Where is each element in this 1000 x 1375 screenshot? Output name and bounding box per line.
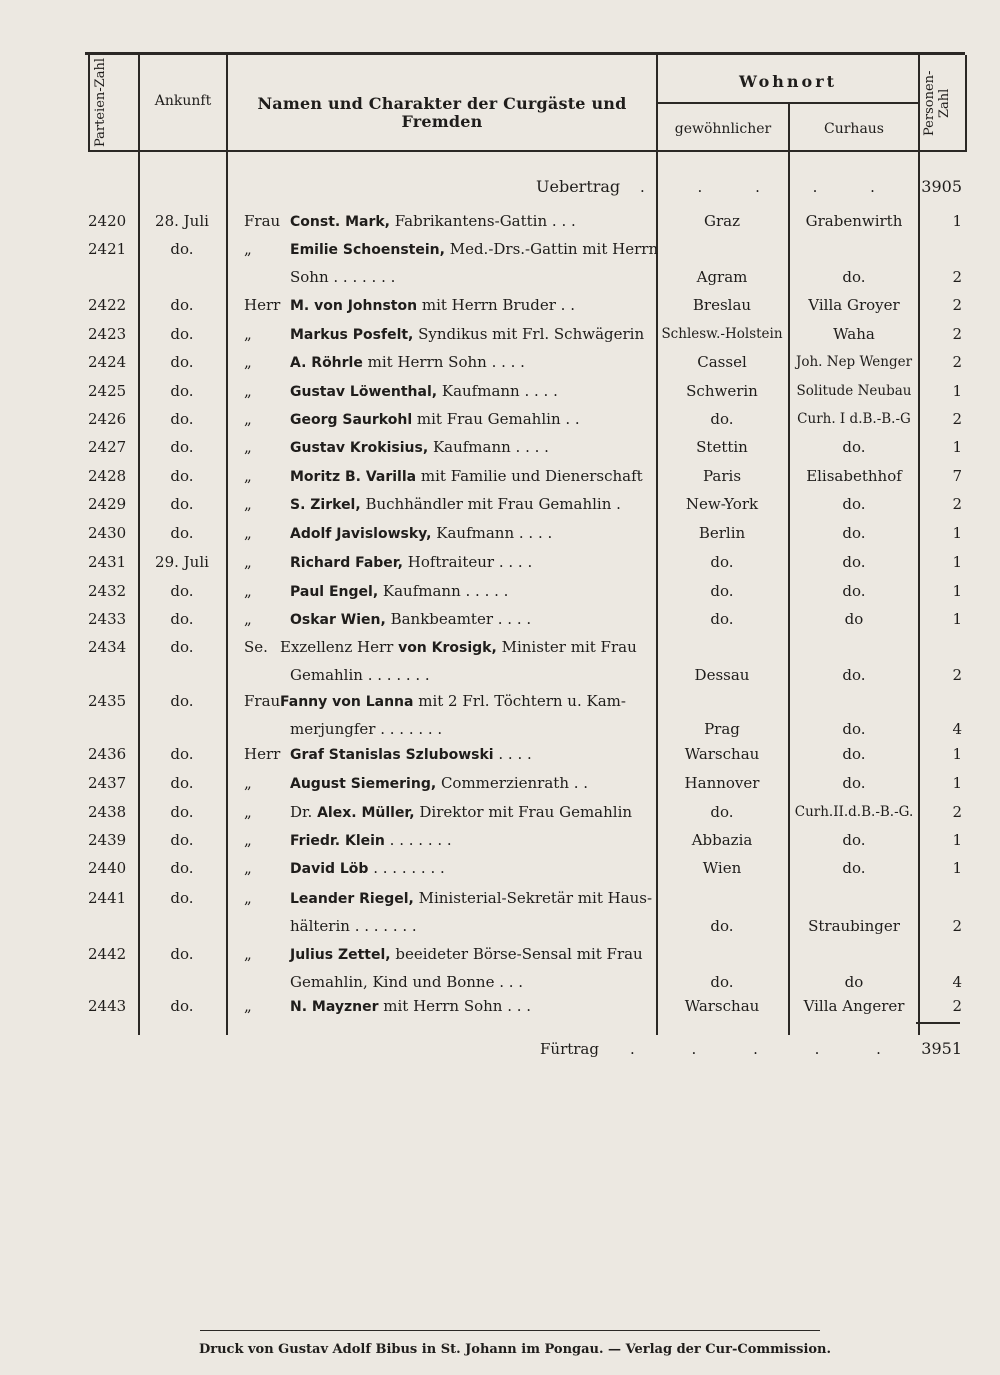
spa-house: Villa Groyer xyxy=(808,296,900,314)
guest-title: Frau xyxy=(244,212,281,230)
arrival-date: do. xyxy=(170,997,194,1015)
arrival-date: do. xyxy=(170,524,194,542)
entry-number: 2440 xyxy=(88,859,127,877)
guest-entry xyxy=(290,524,650,543)
person-count: 1 xyxy=(952,553,962,571)
spa-house: do. xyxy=(842,553,866,571)
spa-house: Villa Angerer xyxy=(803,997,905,1015)
header-namen: Namen und Charakter der Curgäste und Fremden xyxy=(257,94,627,131)
home-town: do. xyxy=(710,973,734,991)
spa-house: do xyxy=(844,973,864,991)
person-count: 1 xyxy=(952,382,962,400)
guest-name: Markus Posfelt, xyxy=(290,327,414,343)
spa-house: Grabenwirth xyxy=(805,212,903,230)
home-town: do. xyxy=(710,610,734,628)
home-town: Cassel xyxy=(697,353,747,371)
guest-name: Fanny von Lanna xyxy=(280,694,414,710)
arrival-date: do. xyxy=(170,467,194,485)
arrival-date: do. xyxy=(170,410,194,428)
left-border xyxy=(88,55,90,152)
arrival-date: do. xyxy=(170,638,194,656)
entry-number: 2434 xyxy=(88,638,127,656)
person-count: 1 xyxy=(952,859,962,877)
header-ankunft: Ankunft xyxy=(154,93,212,109)
arrival-date: do. xyxy=(170,692,194,710)
guest-name: Emilie Schoenstein, xyxy=(290,242,445,258)
table-row xyxy=(0,638,1000,684)
spa-house: Solitude Neubau xyxy=(796,383,912,399)
guest-title: „ xyxy=(244,889,252,907)
spa-house: do. xyxy=(842,666,866,684)
entry-number: 2428 xyxy=(88,467,127,485)
home-town: do. xyxy=(710,803,734,821)
guest-description: mit Familie und Dienerschaft xyxy=(416,467,643,485)
entry-number: 2442 xyxy=(88,945,127,963)
entry-number: 2443 xyxy=(88,997,127,1015)
spa-house: Waha xyxy=(833,325,875,343)
guest-title: „ xyxy=(244,610,252,628)
entry-number: 2437 xyxy=(88,774,127,792)
home-town: Breslau xyxy=(692,296,752,314)
person-count: 2 xyxy=(952,803,962,821)
table-row xyxy=(0,212,1000,242)
spa-house: Straubinger xyxy=(808,917,900,935)
guest-title: Frau xyxy=(244,692,281,710)
guest-description: Kaufmann . . . . xyxy=(431,524,553,542)
arrival-date: do. xyxy=(170,610,194,628)
guest-title: „ xyxy=(244,467,252,485)
guest-entry xyxy=(290,467,650,486)
carry-in-dots: . . . . . xyxy=(640,178,899,196)
guest-title: „ xyxy=(244,553,252,571)
entry-number: 2422 xyxy=(88,296,127,314)
guest-description: Syndikus mit Frl. Schwägerin xyxy=(413,325,645,343)
entry-number: 2430 xyxy=(88,524,127,542)
carry-out-dots: . . . . . xyxy=(630,1040,907,1058)
arrival-date: do. xyxy=(170,889,194,907)
guest-title: „ xyxy=(244,325,252,343)
guest-description: . . . . . . . xyxy=(384,831,452,849)
entry-number: 2425 xyxy=(88,382,127,400)
guest-entry xyxy=(290,382,650,401)
guest-name: Leander Riegel, xyxy=(290,891,414,907)
top-rule xyxy=(85,52,965,55)
carry-out-label: Fürtrag xyxy=(540,1040,599,1058)
table-row xyxy=(0,945,1000,991)
guest-entry xyxy=(290,831,650,850)
guest-title: „ xyxy=(244,945,252,963)
table-row xyxy=(0,610,1000,640)
table-row xyxy=(0,524,1000,554)
guest-description: Bankbeamter . . . . xyxy=(385,610,532,628)
guest-entry xyxy=(290,495,650,514)
spa-house: do. xyxy=(842,495,866,513)
spa-house: Elisabethhof xyxy=(806,467,902,485)
home-town: Dessau xyxy=(694,666,750,684)
entry-number: 2421 xyxy=(88,240,127,258)
guest-entry xyxy=(290,212,650,231)
arrival-date: do. xyxy=(170,774,194,792)
guest-name: David Löb xyxy=(290,861,369,877)
guest-title: „ xyxy=(244,859,252,877)
person-count: 4 xyxy=(952,973,962,991)
guest-description-continued: Sohn . . . . . . . xyxy=(290,268,396,286)
guest-description: Fabrikantens-Gattin . . . xyxy=(390,212,576,230)
person-count: 2 xyxy=(952,410,962,428)
guest-name: Richard Faber, xyxy=(290,555,403,571)
arrival-date: do. xyxy=(170,831,194,849)
person-count: 4 xyxy=(952,720,962,738)
spa-house: do. xyxy=(842,720,866,738)
guest-entry xyxy=(290,325,650,344)
table-row xyxy=(0,831,1000,861)
arrival-date: do. xyxy=(170,803,194,821)
guest-title: „ xyxy=(244,582,252,600)
table-row xyxy=(0,495,1000,525)
guest-description: mit Herrn Sohn . . . . xyxy=(362,353,525,371)
spa-house: do. xyxy=(842,582,866,600)
header-bottom-rule xyxy=(88,150,965,152)
guest-title: „ xyxy=(244,524,252,542)
spa-house: do. xyxy=(842,268,866,286)
person-count: 1 xyxy=(952,438,962,456)
guest-description: . . . . xyxy=(493,745,532,763)
arrival-date: do. xyxy=(170,859,194,877)
table-row xyxy=(0,467,1000,497)
entry-number: 2439 xyxy=(88,831,127,849)
home-town: Graz xyxy=(704,212,740,230)
arrival-date: do. xyxy=(170,438,194,456)
guest-name: Alex. Müller, xyxy=(317,805,415,821)
home-town: Prag xyxy=(704,720,740,738)
table-row xyxy=(0,774,1000,804)
entry-number: 2424 xyxy=(88,353,127,371)
entry-number: 2427 xyxy=(88,438,127,456)
guest-description: Kaufmann . . . . xyxy=(428,438,549,456)
home-town: do. xyxy=(710,553,734,571)
guest-entry xyxy=(280,638,640,657)
guest-name: Const. Mark, xyxy=(290,214,390,230)
arrival-date: do. xyxy=(170,945,194,963)
guest-title: „ xyxy=(244,353,252,371)
guest-description: mit 2 Frl. Töchtern u. Kam- xyxy=(413,692,626,710)
guest-description: Buchhändler mit Frau Gemahlin . xyxy=(360,495,621,513)
home-town: Abbazia xyxy=(691,831,753,849)
entry-number: 2433 xyxy=(88,610,127,628)
table-row xyxy=(0,410,1000,440)
table-row xyxy=(0,382,1000,412)
guest-description: Minister mit Frau xyxy=(496,638,637,656)
guest-title: „ xyxy=(244,831,252,849)
carry-in-row xyxy=(0,178,1000,208)
guest-entry xyxy=(290,803,650,822)
home-town: Stettin xyxy=(696,438,748,456)
guest-description: Kaufmann . . . . xyxy=(437,382,558,400)
right-border xyxy=(965,55,967,152)
entry-number: 2432 xyxy=(88,582,127,600)
arrival-date: do. xyxy=(170,353,194,371)
guest-description-continued: Gemahlin . . . . . . . xyxy=(290,666,430,684)
person-count: 2 xyxy=(952,666,962,684)
table-row xyxy=(0,240,1000,286)
guest-name: Moritz B. Varilla xyxy=(290,469,417,485)
person-count: 2 xyxy=(952,296,962,314)
guest-entry xyxy=(290,240,659,259)
person-count: 1 xyxy=(952,212,962,230)
guest-description-continued: merjungfer . . . . . . . xyxy=(290,720,443,738)
guest-entry xyxy=(290,745,650,764)
home-town: Agram xyxy=(696,268,748,286)
guest-entry xyxy=(290,296,650,315)
person-count: 1 xyxy=(952,524,962,542)
guest-entry xyxy=(290,582,650,601)
guest-entry xyxy=(290,438,650,457)
person-count: 2 xyxy=(952,325,962,343)
guest-entry xyxy=(290,945,650,964)
spa-house: do. xyxy=(842,774,866,792)
entry-number: 2431 xyxy=(88,553,127,571)
guest-name: N. Mayzner xyxy=(290,999,379,1015)
spa-house: do xyxy=(844,610,864,628)
guest-description-continued: Gemahlin, Kind und Bonne . . . xyxy=(290,973,524,991)
table-row xyxy=(0,582,1000,612)
guest-description: Hoftraiteur . . . . xyxy=(402,553,533,571)
table-row xyxy=(0,997,1000,1027)
table-row xyxy=(0,859,1000,889)
guest-name: S. Zirkel, xyxy=(290,497,361,513)
table-row xyxy=(0,745,1000,775)
home-town: New-York xyxy=(685,495,759,513)
table-row xyxy=(0,553,1000,583)
table-row xyxy=(0,889,1000,935)
guest-name: Oskar Wien, xyxy=(290,612,386,628)
home-town: Paris xyxy=(702,467,742,485)
arrival-date: do. xyxy=(170,745,194,763)
guest-title: „ xyxy=(244,495,252,513)
guest-description: Commerzienrath . . xyxy=(436,774,589,792)
footer-rule xyxy=(200,1330,820,1331)
guest-description: mit Herrn Bruder . . xyxy=(417,296,575,314)
spa-house: Joh. Nep Wenger xyxy=(795,354,913,370)
carry-in-label: Uebertrag xyxy=(536,177,621,196)
table-row xyxy=(0,692,1000,738)
guest-entry xyxy=(290,774,650,793)
entry-number: 2436 xyxy=(88,745,127,763)
entry-number: 2438 xyxy=(88,803,127,821)
guest-entry xyxy=(290,889,653,908)
header-gewoehnlicher: gewöhnlicher xyxy=(674,121,772,137)
home-town: Schlesw.-Holstein xyxy=(661,326,783,342)
spa-house: do. xyxy=(842,745,866,763)
person-count: 1 xyxy=(952,831,962,849)
arrival-date: do. xyxy=(170,495,194,513)
guest-name: von Krosigk, xyxy=(398,640,497,656)
guest-name: Paul Engel, xyxy=(290,584,379,600)
guest-description: Med.-Drs.-Gattin mit Herrn xyxy=(444,240,659,258)
table-row xyxy=(0,325,1000,355)
guest-name: Friedr. Klein xyxy=(290,833,385,849)
person-count: 1 xyxy=(952,774,962,792)
person-count: 2 xyxy=(952,353,962,371)
guest-name: M. von Johnston xyxy=(290,298,418,314)
home-town: do. xyxy=(710,917,734,935)
entry-number: 2441 xyxy=(88,889,127,907)
guest-title: „ xyxy=(244,997,252,1015)
home-town: Hannover xyxy=(684,774,760,792)
person-count: 2 xyxy=(952,997,962,1015)
home-town: Warschau xyxy=(684,745,760,763)
carry-out-value: 3951 xyxy=(921,1039,962,1058)
guest-name: A. Röhrle xyxy=(290,355,363,371)
home-town: Schwerin xyxy=(686,382,758,400)
guest-name: Julius Zettel, xyxy=(290,947,391,963)
guest-entry xyxy=(290,859,650,878)
person-count: 1 xyxy=(952,745,962,763)
home-town: Warschau xyxy=(684,997,760,1015)
guest-description: Direktor mit Frau Gemahlin xyxy=(414,803,633,821)
home-town: Wien xyxy=(702,859,742,877)
spa-house: do. xyxy=(842,859,866,877)
home-town: Berlin xyxy=(698,524,746,542)
table-row xyxy=(0,438,1000,468)
arrival-date: do. xyxy=(170,296,194,314)
spa-house: do. xyxy=(842,438,866,456)
person-count: 2 xyxy=(952,495,962,513)
guest-description: mit Frau Gemahlin . . xyxy=(412,410,580,428)
guest-name: Adolf Javislowsky, xyxy=(290,526,432,542)
home-town: do. xyxy=(710,410,734,428)
entry-number: 2426 xyxy=(88,410,127,428)
arrival-date: 28. Juli xyxy=(155,212,209,230)
person-count: 1 xyxy=(952,610,962,628)
guest-description-continued: hälterin . . . . . . . xyxy=(290,917,417,935)
guest-name: August Siemering, xyxy=(290,776,437,792)
guest-name: Graf Stanislas Szlubowski xyxy=(290,747,494,763)
arrival-date: do. xyxy=(170,382,194,400)
person-count: 1 xyxy=(952,582,962,600)
guest-entry xyxy=(280,692,640,711)
person-count: 2 xyxy=(952,917,962,935)
home-town: do. xyxy=(710,582,734,600)
guest-title: „ xyxy=(244,438,252,456)
footer-imprint: Druck von Gustav Adolf Bibus in St. Johann im Pongau. — Verlag der Cur-Commission. xyxy=(198,1342,832,1357)
arrival-date: 29. Juli xyxy=(155,553,209,571)
spa-house: Curh.II.d.B.-B.-G. xyxy=(794,804,914,820)
guest-entry xyxy=(290,553,650,572)
table-row xyxy=(0,296,1000,326)
entry-number: 2435 xyxy=(88,692,127,710)
guest-entry xyxy=(290,997,650,1016)
guest-entry xyxy=(290,410,650,429)
person-count: 7 xyxy=(952,467,962,485)
guest-title: „ xyxy=(244,803,252,821)
entry-number: 2423 xyxy=(88,325,127,343)
guest-title: „ xyxy=(244,774,252,792)
guest-prefix: Dr. xyxy=(290,803,318,821)
person-count: 2 xyxy=(952,268,962,286)
spa-house: Curh. I d.B.-B.-G xyxy=(797,411,911,427)
guest-title: Herr xyxy=(244,296,281,314)
spa-house: do. xyxy=(842,831,866,849)
guest-name: Gustav Löwenthal, xyxy=(290,384,438,400)
table-row xyxy=(0,353,1000,383)
guest-description: Kaufmann . . . . . xyxy=(378,582,509,600)
carry-out-row xyxy=(0,1040,1000,1070)
guest-description: Ministerial-Sekretär mit Haus- xyxy=(413,889,653,907)
arrival-date: do. xyxy=(170,240,194,258)
header-curhaus: Curhaus xyxy=(824,121,884,137)
guest-title: „ xyxy=(244,410,252,428)
arrival-date: do. xyxy=(170,582,194,600)
guest-description: mit Herrn Sohn . . . xyxy=(378,997,532,1015)
guest-name: Georg Saurkohl xyxy=(290,412,413,428)
entry-number: 2420 xyxy=(88,212,127,230)
guest-name: Gustav Krokisius, xyxy=(290,440,429,456)
header-personen: Personen-Zahl xyxy=(922,70,952,136)
spa-house: do. xyxy=(842,524,866,542)
guest-description: . . . . . . . . xyxy=(368,859,445,877)
guest-title: „ xyxy=(244,382,252,400)
header-wohnort: Wohnort xyxy=(738,72,838,91)
guest-description: beeideter Börse-Sensal mit Frau xyxy=(390,945,643,963)
header-parteien: Parteien-Zahl xyxy=(93,58,108,148)
carry-in-value: 3905 xyxy=(921,177,962,196)
entry-number: 2429 xyxy=(88,495,127,513)
guest-title: Herr xyxy=(244,745,281,763)
arrival-date: do. xyxy=(170,325,194,343)
guest-prefix: Exzellenz Herr xyxy=(280,638,399,656)
guest-title: Se. xyxy=(244,638,268,656)
guest-entry xyxy=(290,610,650,629)
guest-title: „ xyxy=(244,240,252,258)
guest-entry xyxy=(290,353,650,372)
table-row xyxy=(0,803,1000,833)
